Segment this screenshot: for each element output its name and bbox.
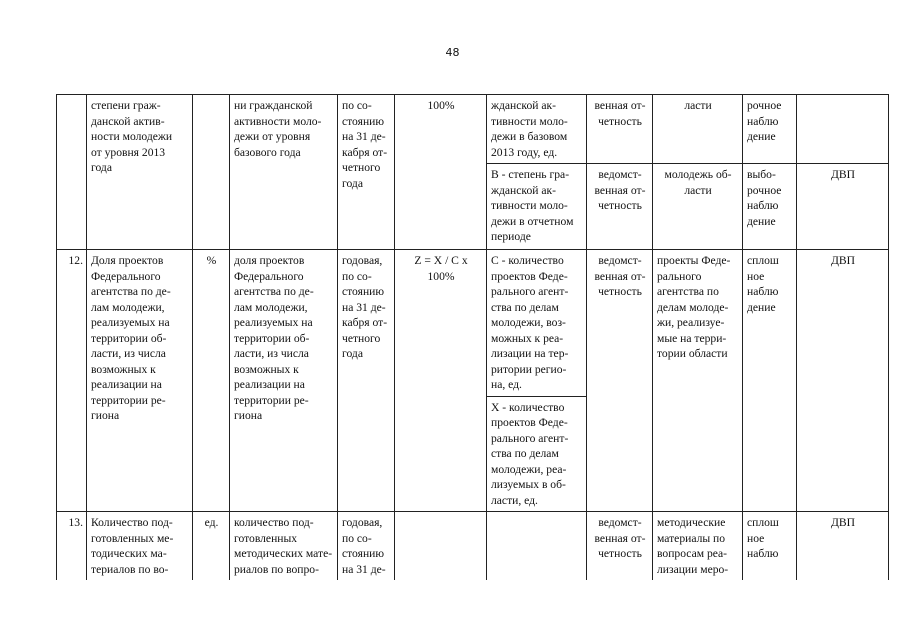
collection-method: ведомст- венная от- четность: [587, 512, 653, 581]
periodicity: годовая, по со- стоянию на 31 де-: [338, 512, 395, 581]
observation-object: проекты Феде- рального агентства по делам молоде- жи, реализуе- мые на терри- тории области: [653, 250, 743, 512]
observation-object: молодежь об- ласти: [653, 164, 743, 250]
base-indicator: В - степень гра- жданской ак- тивности моло- дежи в отчетном периоде: [487, 164, 587, 250]
base-indicator: С - количество проектов Феде- рального агент- ства по делам молодежи, воз- можных к реа- лизации на тер- ритории регио- на, ед.: [487, 250, 587, 397]
base-indicator: жданской ак- тивности моло- дежи в базовом 2013 году, ед.: [487, 95, 587, 164]
table-row: [57, 512, 889, 581]
indicator-name: Доля проектов Федерального агентства по де- лам молодежи, реализуемых на территории об- ласти, из числа возможных к реализации на территории ре- гиона: [87, 250, 193, 512]
row-number: [57, 95, 87, 250]
responsible: [797, 95, 889, 164]
base-indicator: Х - количество проектов Феде- рального агент- ства по делам молодежи, реа- лизуемых в об- ласти, ед.: [487, 396, 587, 512]
periodicity: годовая, по со- стоянию на 31 де- кабря от- четного года: [338, 250, 395, 512]
unit: %: [193, 250, 230, 512]
table-row: [57, 95, 889, 164]
row-number: 13.: [57, 512, 87, 581]
unit: ед.: [193, 512, 230, 581]
responsible: ДВП: [797, 512, 889, 581]
periodicity: по со- стоянию на 31 де- кабря от- четного года: [338, 95, 395, 250]
collection-method: ведомст- венная от- четность: [587, 250, 653, 512]
observation-coverage: сплош ное наблю: [743, 512, 797, 581]
responsible: ДВП: [797, 250, 889, 512]
indicator-definition: ни гражданской активности моло- дежи от уровня базового года: [230, 95, 338, 250]
indicator-name: степени граж- данской актив- ности молодежи от уровня 2013 года: [87, 95, 193, 250]
formula: 100%: [395, 95, 487, 250]
collection-method: венная от- четность: [587, 95, 653, 164]
observation-coverage: выбо- рочное наблю дение: [743, 164, 797, 250]
row-number: 12.: [57, 250, 87, 512]
indicator-definition: доля проектов Федерального агентства по де- лам молодежи, реализуемых на территории об- ласти, из числа возможных к реализации на территории ре- гиона: [230, 250, 338, 512]
collection-method: ведомст- венная от- четность: [587, 164, 653, 250]
base-indicator: [487, 512, 587, 581]
observation-coverage: сплош ное наблю дение: [743, 250, 797, 512]
indicator-name: Количество под- готовленных ме- тодических ма- териалов по во-: [87, 512, 193, 581]
table-row: [57, 250, 889, 397]
observation-coverage: рочное наблю дение: [743, 95, 797, 164]
observation-object: ласти: [653, 95, 743, 164]
responsible: ДВП: [797, 164, 889, 250]
unit: [193, 95, 230, 250]
observation-object: методические материалы по вопросам реа- лизации меро-: [653, 512, 743, 581]
formula: [395, 512, 487, 581]
indicator-definition: количество под- готовленных методических мате- риалов по вопро-: [230, 512, 338, 581]
indicators-table: [56, 94, 889, 580]
formula: Z = X / C x 100%: [395, 250, 487, 512]
page-number: 48: [445, 46, 460, 59]
